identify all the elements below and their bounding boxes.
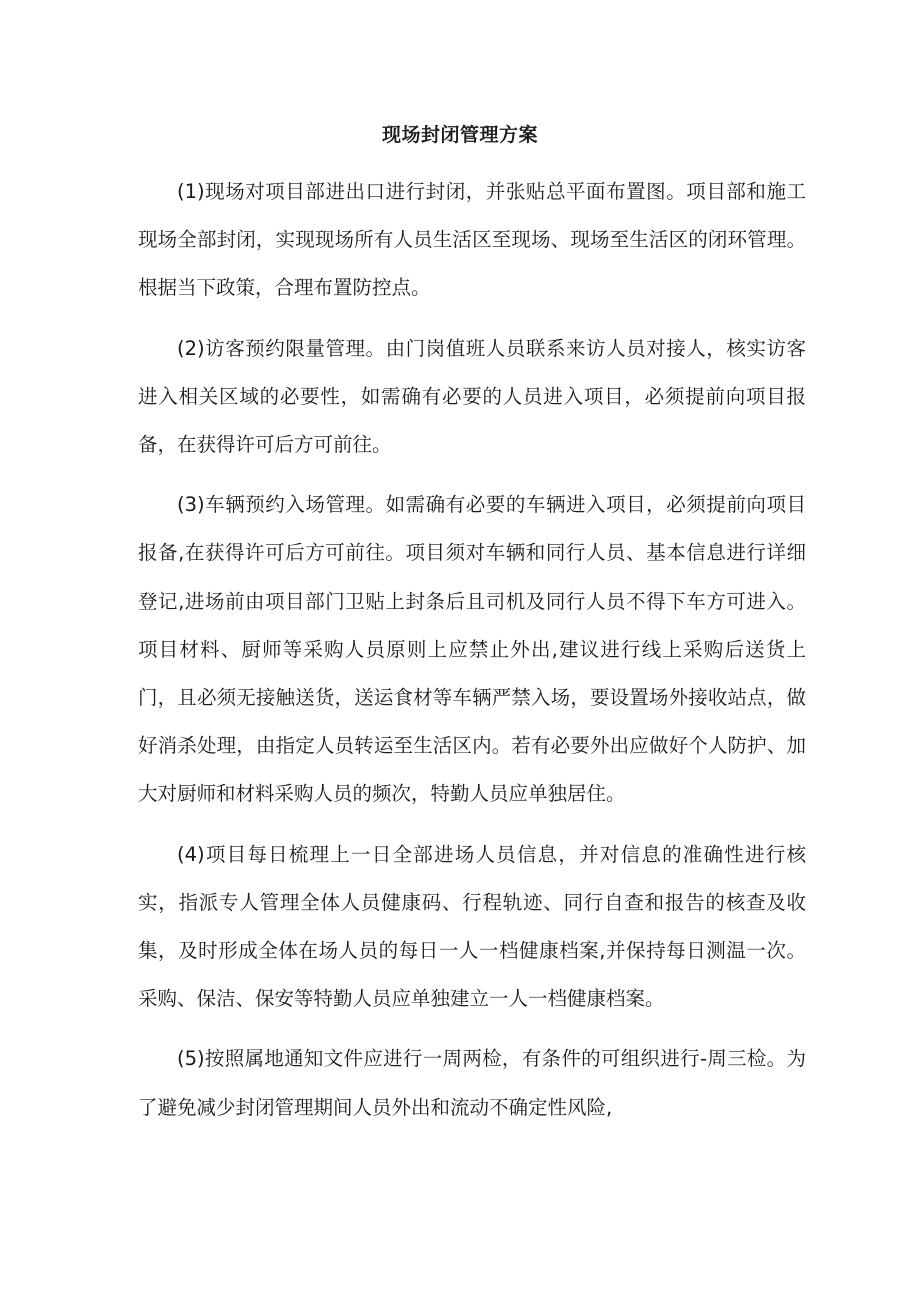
paragraph-5: (5)按照属地通知文件应进行一周两检，有条件的可组织进行-周三检。为了避免减少封闭管理期间人员外出和流动不确定性风险, — [138, 1047, 806, 1119]
paragraph-2: (2)访客预约限量管理。由门岗值班人员联系来访人员对接人，核实访客进入相关区域的必要性，如需确有必要的人员进入项目，必须提前向项目报备，在获得许可后方可前往。 — [138, 336, 806, 457]
paragraph-4: (4)项目每日梳理上一日全部进场人员信息，并对信息的准确性进行核实，指派专人管理全体人员健康码、行程轨迹、同行自查和报告的核查及收集，及时形成全体在场人员的每日一人一档健康档案,并保持每日测温一次。采购、保洁、保安等特勤人员应单独建立一人一档健康档案。 — [138, 842, 806, 1011]
document-title: 现场封闭管理方案 — [381, 124, 538, 146]
paragraph-3: (3)车辆预约入场管理。如需确有必要的车辆进入项目，必须提前向项目报备,在获得许可后方可前往。项目须对车辆和同行人员、基本信息进行详细登记,进场前由项目部门卫贴上封条后且司机及同行人员不得下车方可进入。项目材料、厨师等采购人员原则上应禁止外出,建议进行线上采购后送货上门，且必须无接触送货，送运食材等车辆严禁入场，要设置场外接收站点，做好消杀处理，由指定人员转运至生活区内。若有必要外出应做好个人防护、加大对厨师和材料采购人员的频次，特勤人员应单独居住。 — [138, 493, 806, 806]
paragraph-1: (1)现场对项目部进出口进行封闭，并张贴总平面布置图。项目部和施工现场全部封闭，实现现场所有人员生活区至现场、现场至生活区的闭环管理。根据当下政策，合理布置防控点。 — [138, 180, 806, 300]
document-body — [138, 168, 806, 1144]
